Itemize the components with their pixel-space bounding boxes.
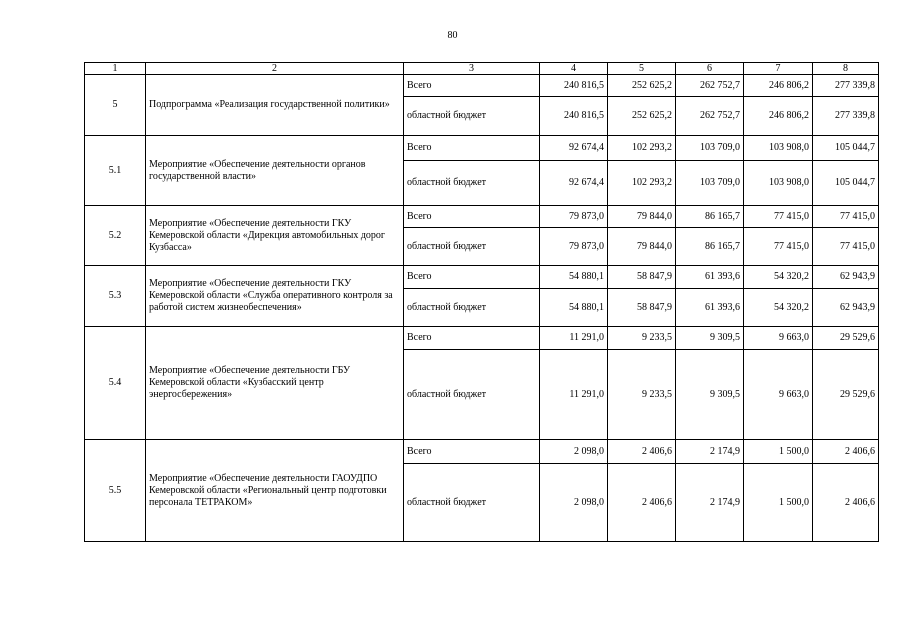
value-cell: 79 873,0 [540, 206, 608, 228]
value-cell: 103 908,0 [744, 161, 813, 206]
row-number: 5.4 [85, 327, 146, 440]
value-cell: 9 309,5 [676, 327, 744, 350]
value-cell: 2 174,9 [676, 464, 744, 542]
table-row [85, 266, 879, 289]
funding-type: областной бюджет [404, 350, 540, 440]
value-cell: 252 625,2 [608, 97, 676, 136]
value-cell: 240 816,5 [540, 75, 608, 97]
value-cell: 77 415,0 [744, 206, 813, 228]
value-cell: 105 044,7 [813, 161, 879, 206]
value-cell: 2 406,6 [813, 440, 879, 464]
budget-table [84, 62, 879, 542]
value-cell: 240 816,5 [540, 97, 608, 136]
table-row [85, 327, 879, 350]
table-row [85, 75, 879, 97]
value-cell: 246 806,2 [744, 97, 813, 136]
value-cell: 62 943,9 [813, 266, 879, 289]
funding-type: областной бюджет [404, 97, 540, 136]
value-cell: 11 291,0 [540, 350, 608, 440]
page-number: 80 [447, 30, 458, 41]
header-cell: 4 [540, 63, 608, 75]
value-cell: 58 847,9 [608, 266, 676, 289]
header-row [85, 63, 879, 75]
table-row [85, 206, 879, 228]
value-cell: 252 625,2 [608, 75, 676, 97]
funding-type: Всего [404, 75, 540, 97]
value-cell: 29 529,6 [813, 327, 879, 350]
table-row [85, 440, 879, 464]
value-cell: 2 406,6 [813, 464, 879, 542]
value-cell: 77 415,0 [813, 206, 879, 228]
value-cell: 102 293,2 [608, 136, 676, 161]
funding-type: областной бюджет [404, 228, 540, 266]
value-cell: 61 393,6 [676, 289, 744, 327]
value-cell: 77 415,0 [744, 228, 813, 266]
value-cell: 277 339,8 [813, 75, 879, 97]
value-cell: 277 339,8 [813, 97, 879, 136]
row-description: Мероприятие «Обеспечение деятельности ГКУ Кемеровской области «Служба оперативного контроля за работой систем жизнеобеспечения» [146, 266, 404, 327]
value-cell: 11 291,0 [540, 327, 608, 350]
value-cell: 77 415,0 [813, 228, 879, 266]
row-number: 5 [85, 75, 146, 136]
value-cell: 2 098,0 [540, 440, 608, 464]
value-cell: 79 844,0 [608, 206, 676, 228]
row-number: 5.3 [85, 266, 146, 327]
row-description: Подпрограмма «Реализация государственной политики» [146, 75, 404, 136]
value-cell: 2 406,6 [608, 440, 676, 464]
row-number: 5.2 [85, 206, 146, 266]
header-cell: 5 [608, 63, 676, 75]
value-cell: 79 873,0 [540, 228, 608, 266]
funding-type: Всего [404, 327, 540, 350]
header-cell: 3 [404, 63, 540, 75]
funding-type: Всего [404, 136, 540, 161]
value-cell: 9 233,5 [608, 350, 676, 440]
row-number: 5.5 [85, 440, 146, 542]
row-number: 5.1 [85, 136, 146, 206]
value-cell: 262 752,7 [676, 97, 744, 136]
header-cell: 6 [676, 63, 744, 75]
value-cell: 92 674,4 [540, 136, 608, 161]
value-cell: 9 663,0 [744, 350, 813, 440]
funding-type: областной бюджет [404, 161, 540, 206]
header-cell: 8 [813, 63, 879, 75]
value-cell: 54 320,2 [744, 266, 813, 289]
value-cell: 246 806,2 [744, 75, 813, 97]
value-cell: 262 752,7 [676, 75, 744, 97]
value-cell: 102 293,2 [608, 161, 676, 206]
value-cell: 103 709,0 [676, 161, 744, 206]
value-cell: 79 844,0 [608, 228, 676, 266]
value-cell: 92 674,4 [540, 161, 608, 206]
value-cell: 2 098,0 [540, 464, 608, 542]
row-description: Мероприятие «Обеспечение деятельности ГКУ Кемеровской области «Дирекция автомобильных дорог Кузбасса» [146, 206, 404, 266]
header-cell: 2 [146, 63, 404, 75]
value-cell: 9 663,0 [744, 327, 813, 350]
value-cell: 2 406,6 [608, 464, 676, 542]
value-cell: 103 709,0 [676, 136, 744, 161]
value-cell: 61 393,6 [676, 266, 744, 289]
header-cell: 1 [85, 63, 146, 75]
value-cell: 54 320,2 [744, 289, 813, 327]
value-cell: 54 880,1 [540, 289, 608, 327]
funding-type: Всего [404, 206, 540, 228]
value-cell: 62 943,9 [813, 289, 879, 327]
funding-type: Всего [404, 266, 540, 289]
value-cell: 9 309,5 [676, 350, 744, 440]
header-cell: 7 [744, 63, 813, 75]
row-description: Мероприятие «Обеспечение деятельности ГАОУДПО Кемеровской области «Региональный центр подготовки персонала ТЕТРАКОМ» [146, 440, 404, 542]
value-cell: 86 165,7 [676, 206, 744, 228]
row-description: Мероприятие «Обеспечение деятельности ГБУ Кемеровской области «Кузбасский центр энергосбережения» [146, 327, 404, 440]
funding-type: областной бюджет [404, 289, 540, 327]
table-row [85, 136, 879, 161]
value-cell: 86 165,7 [676, 228, 744, 266]
value-cell: 29 529,6 [813, 350, 879, 440]
value-cell: 54 880,1 [540, 266, 608, 289]
funding-type: областной бюджет [404, 464, 540, 542]
row-description: Мероприятие «Обеспечение деятельности органов государственной власти» [146, 136, 404, 206]
value-cell: 58 847,9 [608, 289, 676, 327]
funding-type: Всего [404, 440, 540, 464]
value-cell: 103 908,0 [744, 136, 813, 161]
value-cell: 2 174,9 [676, 440, 744, 464]
value-cell: 1 500,0 [744, 440, 813, 464]
value-cell: 105 044,7 [813, 136, 879, 161]
value-cell: 9 233,5 [608, 327, 676, 350]
value-cell: 1 500,0 [744, 464, 813, 542]
